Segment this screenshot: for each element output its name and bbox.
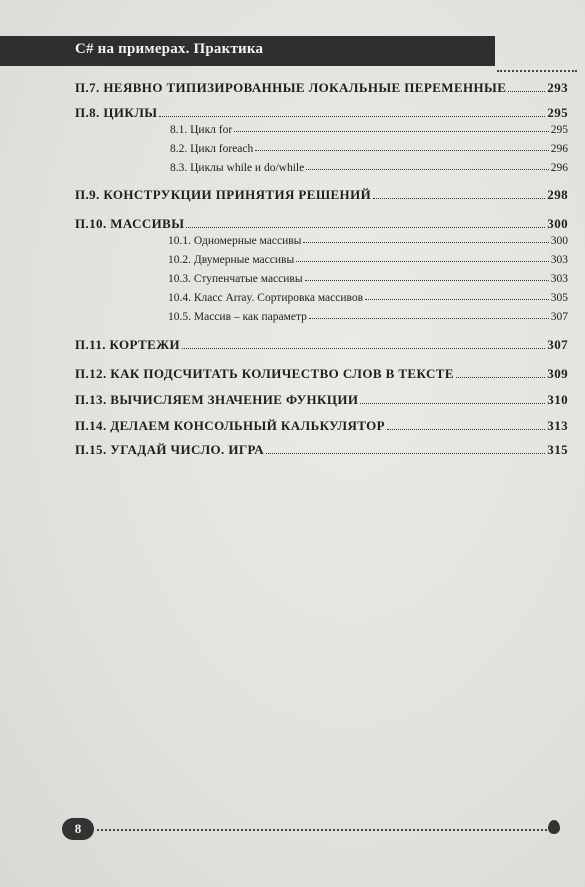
toc-leader-dots [305,280,549,281]
toc-entry-10-2[interactable] [168,254,568,266]
toc-entry-label: П.8. ЦИКЛЫ [75,105,158,120]
toc-leader-dots [508,91,545,92]
toc-entry-label: П.15. УГАДАЙ ЧИСЛО. ИГРА [75,442,265,457]
toc-entry-10-5[interactable] [168,311,568,323]
toc-entry-page: 307 [550,311,568,323]
toc-entry-page: 305 [550,292,568,304]
footer-dotted-rule [97,829,547,831]
toc-entry-p15[interactable] [75,442,568,458]
toc-entry-page: 300 [547,216,568,231]
toc-entry-10-3[interactable] [168,273,568,285]
toc-leader-dots [456,377,545,378]
toc-entry-label: П.9. КОНСТРУКЦИИ ПРИНЯТИЯ РЕШЕНИЙ [75,187,372,202]
page-number: 8 [74,821,82,836]
toc-leader-dots [234,131,549,132]
toc-entry-label: П.12. КАК ПОДСЧИТАТЬ КОЛИЧЕСТВО СЛОВ В ТЕКСТЕ [75,366,454,381]
toc-entry-p14[interactable] [75,418,568,434]
toc-entry-label: 8.2. Цикл foreach [170,143,254,155]
toc-entry-page: 298 [547,187,568,202]
toc-entry-page: 296 [550,162,568,174]
toc-entry-label: 10.2. Двумерные массивы [168,254,295,266]
toc-leader-dots [186,227,545,228]
toc-entry-page: 295 [547,105,568,120]
toc-entry-8-3[interactable] [170,162,568,174]
toc-entry-page: 293 [547,80,568,95]
toc-leader-dots [159,116,545,117]
toc-entry-label: 8.1. Цикл for [170,124,233,136]
toc-leader-dots [255,150,548,151]
toc-entry-page: 300 [550,235,568,247]
toc-entry-label: П.14. ДЕЛАЕМ КОНСОЛЬНЫЙ КАЛЬКУЛЯТОР [75,418,385,433]
toc-entry-label: П.7. НЕЯВНО ТИПИЗИРОВАННЫЕ ЛОКАЛЬНЫЕ ПЕРЕМЕННЫЕ [75,80,507,95]
toc-entry-label: 10.1. Одномерные массивы [168,235,302,247]
toc-entry-10-1[interactable] [168,235,568,247]
toc-entry-page: 303 [550,254,568,266]
toc-leader-dots [365,299,549,300]
toc-entry-label: 10.4. Класс Array. Сортировка массивов [168,292,364,304]
toc-leader-dots [296,261,549,262]
toc-leader-dots [309,318,549,319]
running-header-title: C# на примерах. Практика [75,41,264,57]
toc-entry-label: П.10. МАССИВЫ [75,216,185,231]
toc-entry-p8[interactable] [75,105,568,121]
header-dotted-rule [497,70,577,72]
toc-entry-label: П.11. КОРТЕЖИ [75,337,180,352]
toc-leader-dots [387,429,545,430]
toc-entry-page: 303 [550,273,568,285]
toc-entry-p7[interactable] [75,80,568,96]
toc-entry-page: 295 [550,124,568,136]
toc-entry-p10[interactable] [75,216,568,232]
toc-entry-8-1[interactable] [170,124,568,136]
toc-entry-page: 313 [547,418,568,433]
toc-leader-dots [306,169,549,170]
toc-entry-p12[interactable] [75,366,568,382]
toc-entry-page: 310 [547,392,568,407]
toc-entry-label: 10.3. Ступенчатые массивы [168,273,303,285]
toc-leader-dots [182,348,545,349]
toc-entry-label: 8.3. Циклы while и do/while [170,162,305,174]
toc-entry-p11[interactable] [75,337,568,353]
toc-leader-dots [373,198,545,199]
toc-entry-p9[interactable] [75,187,568,203]
toc-entry-page: 309 [547,366,568,381]
toc-entry-10-4[interactable] [168,292,568,304]
footer-dot-ornament [548,820,560,834]
toc-entry-p13[interactable] [75,392,568,408]
toc-entry-page: 307 [547,337,568,352]
toc-entry-8-2[interactable] [170,143,568,155]
toc-entry-label: 10.5. Массив – как параметр [168,311,307,323]
toc-entry-page: 296 [550,143,568,155]
toc-leader-dots [360,403,545,404]
toc-leader-dots [303,242,548,243]
toc-entry-page: 315 [547,442,568,457]
toc-entry-label: П.13. ВЫЧИСЛЯЕМ ЗНАЧЕНИЕ ФУНКЦИИ [75,392,359,407]
toc-leader-dots [266,453,545,454]
